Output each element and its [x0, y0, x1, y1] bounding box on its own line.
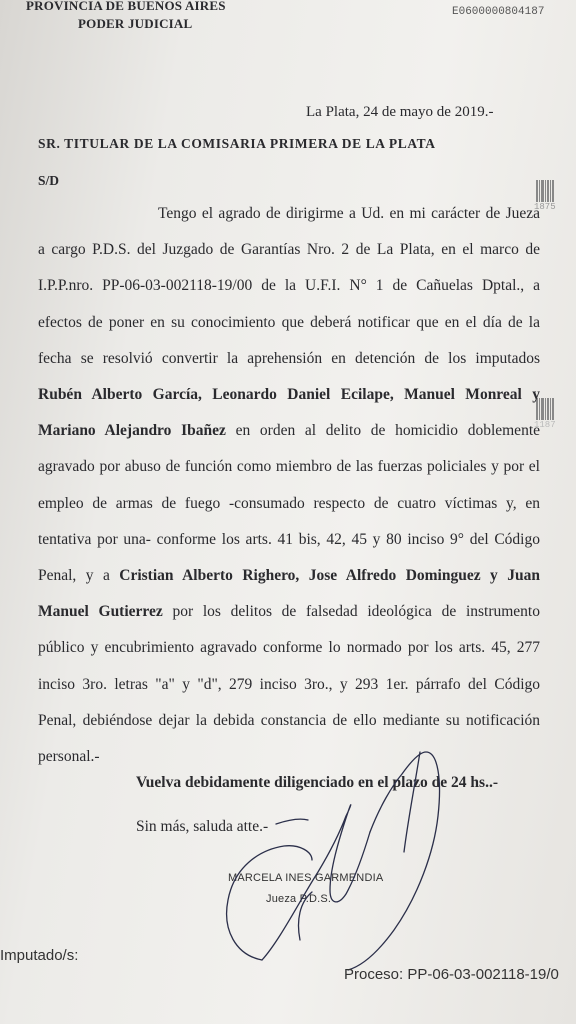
addressee: SR. TITULAR DE LA COMISARIA PRIMERA DE LA PLATA	[38, 136, 436, 151]
document-serial: E0600000804187	[452, 6, 545, 18]
signature-stamp-title: Jueza P.D.S.	[266, 893, 332, 905]
text-run: tentativa por una- conforme los arts. 41 bis, 42, 45 y 80 inciso 9° del Código	[38, 530, 540, 548]
text-run: I.P.P.nro. PP-06-03-002118-19/00 de la U.F.I. N° 1 de Cañuelas Dptal., a	[38, 277, 540, 295]
text-run: público y encubrimiento agravado conforme lo normado por los arts. 45, 277	[38, 639, 540, 657]
bold-text: Cristian Alberto Righero, Jose Alfredo Dominguez y Juan	[119, 567, 540, 584]
branch-header: PODER JUDICIAL	[78, 16, 193, 31]
text-run: inciso 3ro. letras "a" y "d", 279 inciso 3ro., y 293 1er. párrafo del Código	[38, 675, 540, 693]
text-run: Penal, debiéndose dejar la debida constancia de ello mediante su notificación	[38, 711, 540, 729]
bold-text: Manuel Gutierrez	[38, 603, 163, 621]
text-run: personal.-	[38, 748, 100, 765]
text-run: Tengo el agrado de dirigirme a Ud. en mi carácter de Jueza	[158, 205, 540, 222]
text-run: en orden al delito de homicidio doblemente	[225, 422, 541, 440]
text-run: agravado por abuso de función como miembro de las fuerzas policiales y por el	[38, 458, 540, 476]
sd-abbrev: S/D	[38, 173, 60, 188]
signature-stamp-name: MARCELA INES GARMENDIA	[228, 872, 384, 884]
place-date: La Plata, 24 de mayo de 2019.-	[306, 104, 494, 120]
proceso-number: Proceso: PP-06-03-002118-19/0	[344, 966, 559, 983]
text-run: efectos de poner en su conocimiento que deberá notificar que en el día de la	[38, 313, 540, 331]
text-run: Penal, y a	[38, 567, 120, 584]
text-run: por los delitos de falsedad ideológica de instrumento	[162, 603, 540, 621]
imputados-label: Imputado/s:	[0, 947, 79, 964]
text-run: fecha se resolvió convertir la aprehensión en detención de los imputados	[38, 349, 540, 367]
institution-header: PROVINCIA DE BUENOS AIRES	[26, 0, 226, 13]
margin-number-2: 1187	[534, 420, 556, 430]
greeting-line: Sin más, saluda atte.-	[136, 818, 269, 835]
margin-number: 1875	[534, 202, 556, 212]
text-run: empleo de armas de fuego -consumado respecto de cuatro víctimas y, en	[38, 494, 540, 512]
closing-line: Vuelva debidamente diligenciado en el plazo de 24 hs..-	[136, 774, 498, 791]
bold-text: Mariano Alejandro Ibañez	[38, 422, 226, 440]
text-run: a cargo P.D.S. del Juzgado de Garantías Nro. 2 de La Plata, en el marco de	[38, 241, 540, 259]
bold-text: Rubén Alberto García, Leonardo Daniel Ecilape, Manuel Monreal y	[38, 386, 540, 403]
